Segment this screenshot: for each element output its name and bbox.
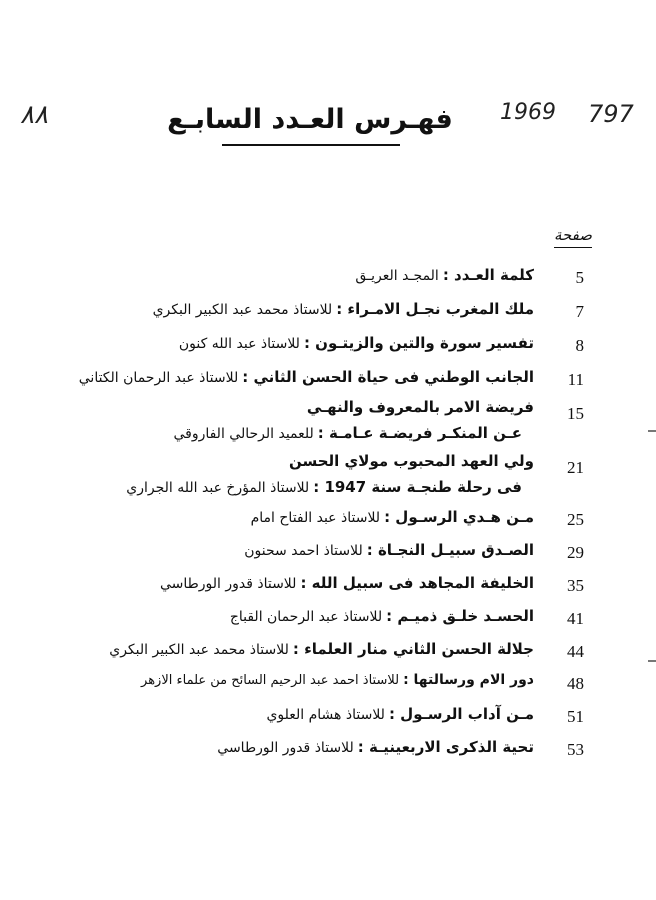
toc-entry xyxy=(0,672,656,700)
entry-author: للاستاذ عبد الرحمان الكتاني xyxy=(78,370,239,386)
toc-entry xyxy=(0,738,656,766)
entry-title: كلمة العـدد : xyxy=(442,266,534,284)
entry-page: 21 xyxy=(567,458,584,477)
entry-page: 7 xyxy=(575,302,584,321)
entry-title-continued: عـن المنكـر فريضـة عـامـة : xyxy=(317,424,522,442)
entry-title: ملك المغرب نجـل الامـراء : xyxy=(336,300,534,318)
entry-author: للعميد الرحالي الفاروقي xyxy=(173,426,314,442)
toc-entry xyxy=(0,300,656,328)
entry-author: للاستاذ عبد الرحمان القباج xyxy=(229,609,383,625)
entry-page: 25 xyxy=(567,510,584,529)
entry-author: للاستاذ هشام العلوي xyxy=(266,707,385,723)
entry-title: الصـدق سبيـل النجـاة : xyxy=(366,541,534,559)
entry-author: للاستاذ المؤرخ عبد الله الجراري xyxy=(126,480,310,496)
entry-page: 5 xyxy=(575,268,584,287)
entry-author: للاستاذ عبد الله كنون xyxy=(178,336,300,352)
entry-title: فريضة الامر بالمعروف والنهـي xyxy=(306,398,534,416)
title-underline xyxy=(222,144,400,146)
entry-author: للاستاذ قدور الورطاسي xyxy=(159,576,297,592)
toc-entry xyxy=(0,368,656,396)
entry-page: 48 xyxy=(567,674,584,693)
entry-page: 11 xyxy=(567,370,584,389)
entry-title: دور الام ورسالتها : xyxy=(403,672,534,688)
entry-title: تفسير سورة والتين والزيتـون : xyxy=(303,334,534,352)
entry-title: الجانب الوطني فى حياة الحسن الثاني : xyxy=(242,368,534,386)
entry-title: تحية الذكرى الاربعينيـة : xyxy=(357,738,534,756)
toc-entry xyxy=(0,508,656,536)
entry-author: المجـد العريـق xyxy=(355,268,439,284)
toc-entry xyxy=(0,574,656,602)
entry-title: مـن هـدي الرسـول : xyxy=(384,508,534,526)
entry-author: للاستاذ قدور الورطاسي xyxy=(217,740,354,756)
entry-page: 44 xyxy=(567,642,584,661)
entry-page: 35 xyxy=(567,576,584,595)
toc-entry xyxy=(0,607,656,635)
entry-author: للاستاذ عبد الفتاح امام xyxy=(250,510,381,526)
entry-title: جلالة الحسن الثاني منار العلماء : xyxy=(292,640,534,658)
entry-title: ولي العهد المحبوب مولاي الحسن xyxy=(288,452,534,470)
toc-entry xyxy=(0,452,656,506)
handwritten-number-left: ٨٨ xyxy=(20,100,48,130)
entry-author: للاستاذ احمد سحنون xyxy=(244,543,363,559)
entry-page: 8 xyxy=(575,336,584,355)
toc-entry xyxy=(0,398,656,452)
entry-page: 29 xyxy=(567,543,584,562)
page-title: فهـرس العـدد السابـع xyxy=(167,104,453,135)
entry-title-continued: فى رحلة طنجـة سنة 1947 : xyxy=(313,478,522,496)
entry-author: للاستاذ محمد عبد الكبير البكري xyxy=(109,642,289,658)
entry-author: للاستاذ احمد عبد الرحيم السائح من علماء الازهر xyxy=(141,673,400,688)
toc-entry xyxy=(0,541,656,569)
entry-author: للاستاذ محمد عبد الكبير البكري xyxy=(152,302,333,318)
page-column-label: صفحة xyxy=(554,226,592,248)
entry-title: الخليفة المجاهد فى سبيل الله : xyxy=(300,574,534,592)
toc-entry xyxy=(0,640,656,668)
entry-title: مـن آداب الرسـول : xyxy=(388,705,534,723)
handwritten-year: 1969 xyxy=(500,100,556,125)
margin-mark xyxy=(648,430,656,432)
entry-page: 15 xyxy=(567,404,584,423)
entry-page: 53 xyxy=(567,740,584,759)
entry-page: 51 xyxy=(567,707,584,726)
toc-entry xyxy=(0,705,656,733)
entry-title: الحسـد خلـق ذميـم : xyxy=(386,607,534,625)
handwritten-number-right: 797 xyxy=(588,100,634,128)
toc-entry xyxy=(0,266,656,294)
entry-page: 41 xyxy=(567,609,584,628)
toc-entry xyxy=(0,334,656,362)
margin-mark xyxy=(648,660,656,662)
